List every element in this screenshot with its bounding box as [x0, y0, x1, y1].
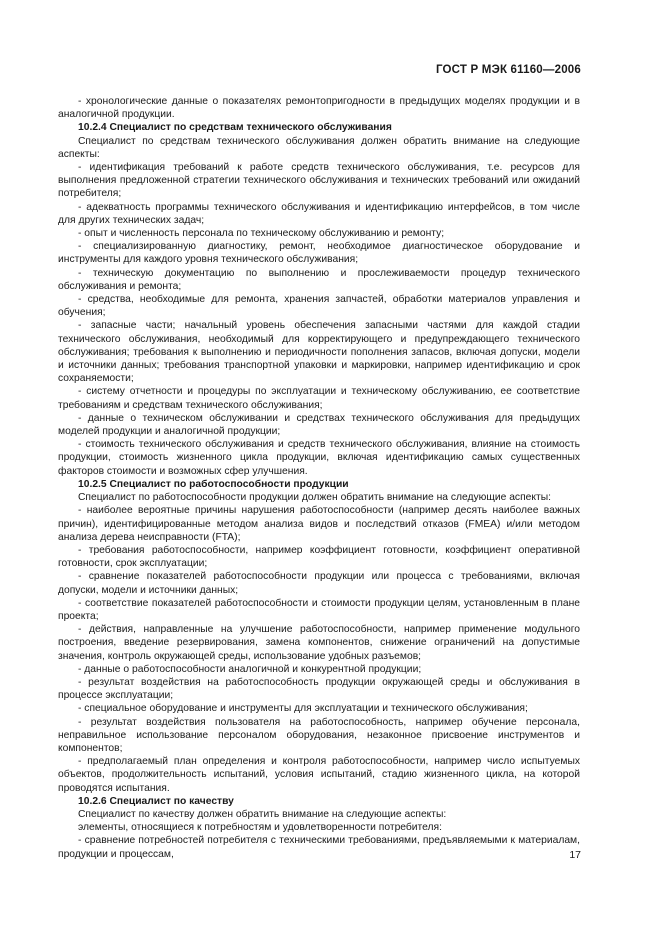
paragraph: - специализированную диагностику, ремонт, необходимое диагностическое оборудование и инструменты для каждого уровня технического обслуживания; — [58, 241, 580, 266]
paragraph: - результат воздействия пользователя на работоспособность, например обучение персонала, неправильное использование персоналом оборудования, незаконное присвоение инструментов и компонентов; — [58, 716, 580, 754]
paragraph: - идентификация требований к работе средств технического обслуживания, т.е. ресурсов для выполнения предложенной стратегии технического обслуживания и технических требований или ожиданий потребителя; — [58, 162, 580, 200]
paragraph: - средства, необходимые для ремонта, хранения запчастей, обработки материалов управления и обучения; — [58, 294, 580, 319]
paragraph: - требования работоспособности, например коэффициент готовности, коэффициент оперативной готовности, срок эксплуатации; — [58, 544, 580, 570]
paragraph: - опыт и численность персонала по техническому обслуживанию и ремонту; — [78, 228, 445, 240]
paragraph: - предполагаемый план определения и контроля работоспособности, например число испытуемых объектов, продолжительность испытаний, условия испытаний, стадию жизненного цикла, на которой проводятся испытания. — [58, 756, 580, 794]
section-heading: 10.2.4 Специалист по средствам технического обслуживания — [78, 122, 392, 134]
paragraph: - техническую документацию по выполнению и прослеживаемости процедур технического обслуживания и ремонта; — [58, 267, 580, 292]
paragraph: - стоимость технического обслуживания и средств технического обслуживания, влияние на стоимость продукции, стоимость жизненного цикла продукции, включая идентификацию самых существенных факторов стоимости и возможных сфер улучшения. — [58, 439, 580, 477]
paragraph: - наиболее вероятные причины нарушения работоспособности (например десять наиболее важных причин), идентифицированные методом анализа видов и последствий отказов (FMEA) и/или методом анализа дерева неисправности (FTA); — [58, 505, 580, 543]
document-body — [58, 95, 580, 861]
paragraph: - адекватность программы технического обслуживания и идентификацию интерфейсов, в том числе для других технических задач; — [58, 201, 580, 226]
section-heading: 10.2.5 Специалист по работоспособности продукции — [78, 478, 349, 490]
paragraph: - специальное оборудование и инструменты для эксплуатации и технического обслуживания; — [78, 703, 528, 715]
paragraph: Специалист по качеству должен обратить внимание на следующие аспекты: — [78, 808, 447, 820]
paragraph: Специалист по средствам технического обслуживания должен обратить внимание на следующие аспекты: — [58, 135, 580, 160]
paragraph: - действия, направленные на улучшение работоспособности, например применение модульного построения, введение резервирования, замена компонентов, снижение ограничений на допустимые значения, контроль окружающей среды, использование удобных разъемов; — [58, 624, 580, 662]
paragraph: - результат воздействия на работоспособность продукции окружающей среды и обслуживания в процессе эксплуатации; — [58, 676, 580, 702]
paragraph: элементы, относящиеся к потребностям и удовлетворенности потребителя: — [78, 822, 442, 834]
paragraph: Специалист по работоспособности продукции должен обратить внимание на следующие аспекты: — [78, 492, 551, 504]
document-header: ГОСТ Р МЭК 61160—2006 — [435, 64, 581, 76]
paragraph: - сравнение потребностей потребителя с техническими требованиями, предъявляемыми к материалам, продукции и процессам, — [58, 835, 580, 860]
paragraph: - сравнение показателей работоспособности продукции или процесса с требованиями, включая допуски, модели и источники данных; — [58, 571, 580, 596]
page-number: 17 — [569, 849, 581, 861]
paragraph: - данные о техническом обслуживании и средствах технического обслуживания для предыдущих моделей продукции и аналогичной продукции; — [58, 412, 580, 438]
section-heading: 10.2.6 Специалист по качеству — [78, 795, 234, 807]
paragraph: - хронологические данные о показателях ремонтопригодности в предыдущих моделях продукции и в аналогичной продукции. — [58, 96, 580, 121]
paragraph: - запасные части; начальный уровень обеспечения запасными частями для каждой стадии технического обслуживания, необходимый для корректирующего и предупреждающего технического обслуживания; требования к выполнению и периодичности пополнения запасов, включая допуски, модели и источники данных; требования транспортной упаковки и маркировки, например идентификацию и срок сохраняемости; — [58, 320, 580, 385]
paragraph: - данные о работоспособности аналогичной и конкурентной продукции; — [78, 663, 422, 675]
paragraph: - систему отчетности и процедуры по эксплуатации и техническому обслуживанию, ее соответствие требованиям и средствам технического обслуживания; — [58, 386, 580, 411]
paragraph: - соответствие показателей работоспособности и стоимости продукции целям, установленным в плане проекта; — [58, 597, 580, 622]
